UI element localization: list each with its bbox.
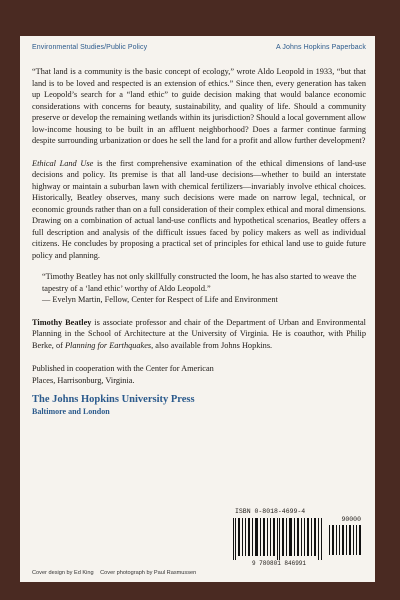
price-code: 90000	[341, 516, 361, 523]
price-barcode-graphic	[329, 525, 361, 555]
book-title: Ethical Land Use	[32, 158, 94, 168]
description-paragraph	[32, 158, 366, 262]
publisher-location: Baltimore and London	[32, 407, 110, 416]
quote-attribution: — Evelyn Martin, Fellow, Center for Respect of Life and Environment	[42, 295, 278, 304]
description-text: is the first comprehensive examination of the ethical dimensions of land-use decisions and policy. Its premise is that all land-use decisions—whether to build an interstate highway or maintain a suburban lawn with chemical fertilizers—invariably involve ethical choices. Historically, Beatley observes, many such decisions were made on narrow legal, technical, or economic grounds rather than on a full consideration of their complex ethical and moral dimensions. Drawing on a combination of actual land-use conflicts and hypothetical scenarios, Beatley offers a full description and analysis of the difficult issues faced by policy makers as well as individual citizens. He concludes by proposing a practical set of principles for ethical land use to guide future policy and planning.	[32, 158, 367, 260]
quote-text: “Timothy Beatley has not only skillfully constructed the loom, he has also started to weave the tapestry of a ‘land ethic’ worthy of Aldo Leopold.”	[42, 272, 357, 293]
photo-credit: Cover photograph by Paul Rasmussen	[100, 570, 197, 576]
cover-credits	[32, 570, 196, 576]
barcode-block	[229, 508, 365, 570]
subject-category: Environmental Studies/Public Policy	[32, 44, 148, 51]
design-credit: Cover design by Ed King	[32, 570, 94, 576]
author-bio	[32, 317, 366, 352]
author-name: Timothy Beatley	[32, 317, 92, 327]
other-book-title: Planning for Earthquakes	[64, 340, 152, 350]
endorsement-quote	[42, 271, 366, 306]
series-label: A Johns Hopkins Paperback	[275, 44, 366, 51]
publisher-name: The Johns Hopkins University Press	[32, 394, 195, 405]
text-panel	[20, 36, 375, 582]
published-note: Published in cooperation with the Center for American Places, Harrisonburg, Virginia.	[32, 364, 214, 385]
intro-paragraph: “That land is a community is the basic concept of ecology,” wrote Aldo Leopold in 1933, “but that land is to be loved and respected is an extension of ethics.” Since then, every generation has taken up Leopold’s search for a “land ethic” to guide decision making that would balance economic considerations with concerns for beauty, sustainability, and quality of life. Should a community preserve or develop the remaining wetlands within its jurisdiction? Should a local government allow low-income housing to be built in an affluent neighborhood? Does a farmer continue farming despite surrounding urbanization or does he sell the land for a profit and allow further development?	[32, 67, 366, 145]
barcode-number: 9 780801 846991	[251, 560, 306, 567]
bio-end: , also available from Johns Hopkins.	[151, 340, 273, 350]
bio-text: is associate professor and chair of the Department of Urban and Environmental Planning in the School of Architecture at the University of Virginia. He is coauthor, with Philip Berke, of	[32, 317, 366, 350]
isbn-number: ISBN 0-8018-4699-4	[235, 508, 306, 515]
header-bar	[32, 44, 366, 51]
barcode-graphic	[233, 518, 323, 560]
